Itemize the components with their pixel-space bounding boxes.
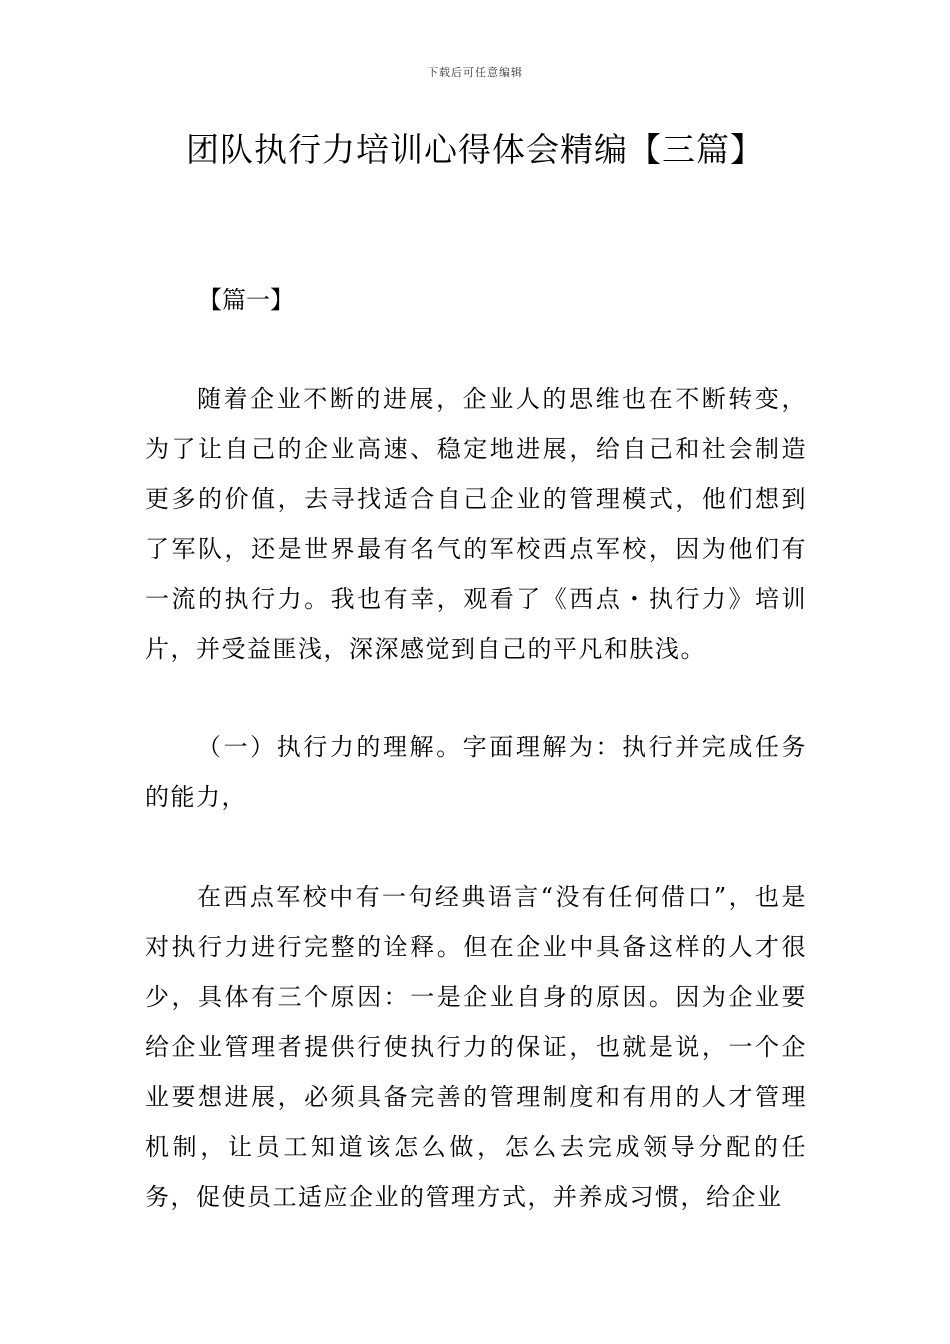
document-title: 团队执行力培训心得体会精编【三篇】 [186,130,764,169]
body-paragraph: 在西点军校中有一句经典语言“没有任何借口”，也是对执行力进行完整的诠释。但在企业中具备这样的人才很少，具体有三个原因：一是企业自身的原因。因为企业要给企业管理者提供行使执行力的保证，也就是说，一个企业要想进展，必须具备完善的管理制度和有用的人才管理机制，让员工知道该怎么做，怎么去完成领导分配的任务，促使员工适应企业的管理方式，并养成习惯，给企业 [145,883,807,1211]
body-paragraph: 随着企业不断的进展，企业人的思维也在不断转变，为了让自己的企业高速、稳定地进展，给自己和社会制造更多的价值，去寻找适合自己企业的管理模式，他们想到了军队，还是世界最有名气的军校西点军校，因为他们有一流的执行力。我也有幸，观看了《西点・执行力》培训片，并受益匪浅，深深感觉到自己的平凡和肤浅。 [145,385,807,663]
header-note: 下载后可任意编辑 [427,66,523,79]
body-paragraph: （一）执行力的理解。字面理解为：执行并完成任务的能力， [145,733,807,811]
section-label: 【篇一】 [198,286,294,314]
